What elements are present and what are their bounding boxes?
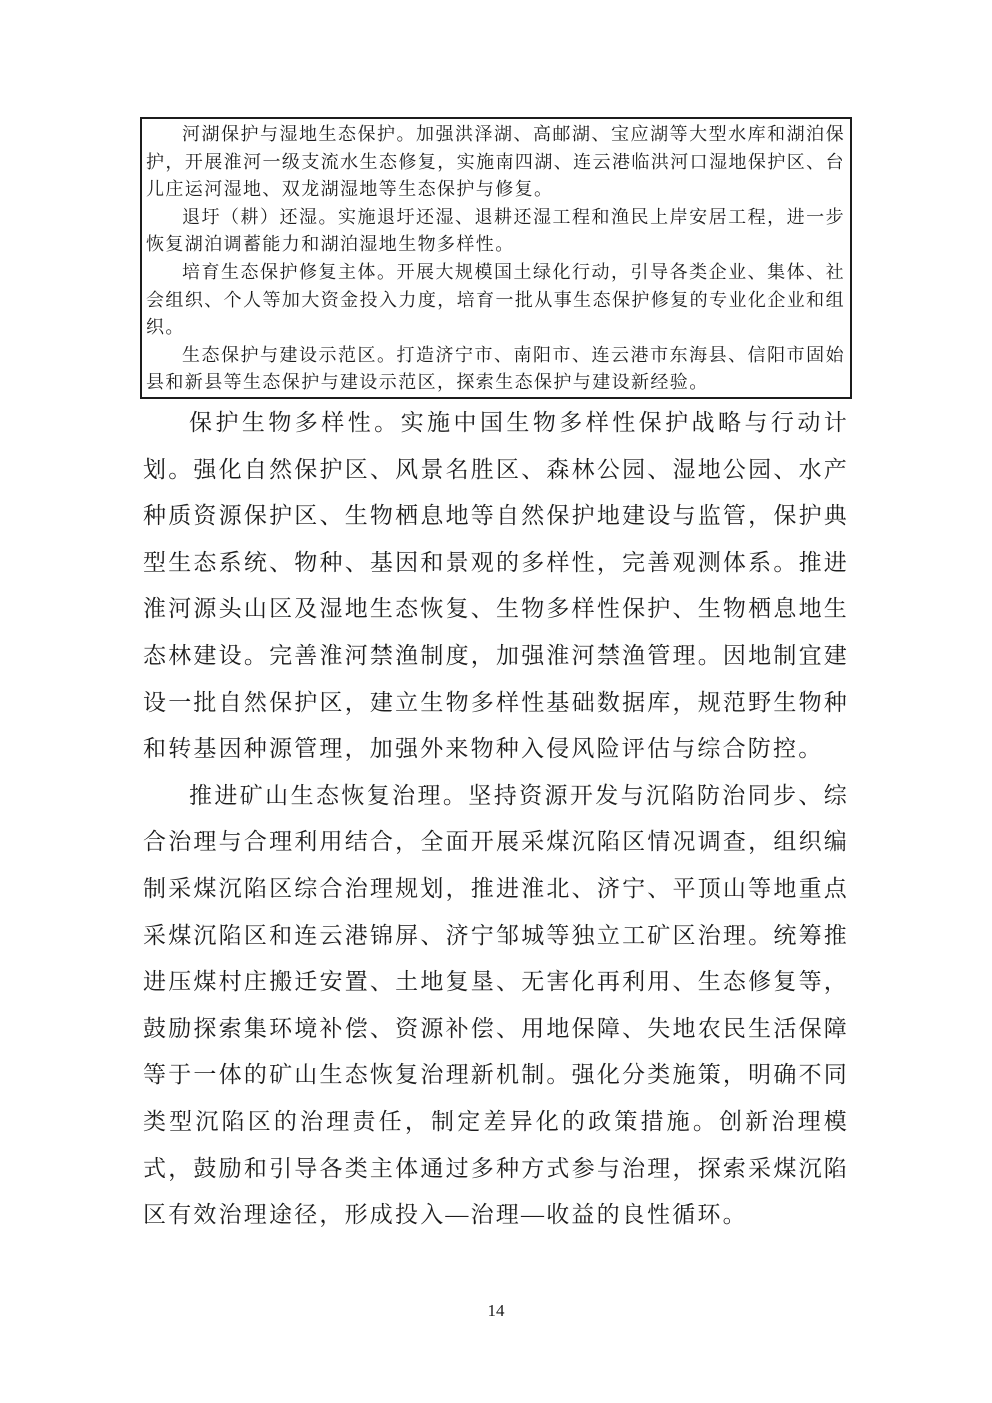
page-number: 14	[487, 1301, 505, 1320]
body-paragraph: 保护生物多样性。实施中国生物多样性保护战略与行动计划。强化自然保护区、风景名胜区、森林公园、湿地公园、水产种质资源保护区、生物栖息地等自然保护地建设与监管，保护典型生态系统、物种、基因和景观的多样性，完善观测体系。推进淮河源头山区及湿地生态恢复、生物多样性保护、生物栖息地生态林建设。完善淮河禁渔制度，加强淮河禁渔管理。因地制宜建设一批自然保护区，建立生物多样性基础数据库，规范野生物种和转基因种源管理，加强外来物种入侵风险评估与综合防控。	[143, 410, 849, 762]
box-paragraph: 退圩（耕）还湿。实施退圩还湿、退耕还湿工程和渔民上岸安居工程，进一步恢复湖泊调蓄能力和湖泊湿地生物多样性。	[146, 206, 845, 255]
box-paragraph: 培育生态保护修复主体。开展大规模国土绿化行动，引导各类企业、集体、社会组织、个人等加大资金投入力度，培育一批从事生态保护修复的专业化企业和组织。	[146, 261, 845, 338]
body-paragraph: 推进矿山生态恢复治理。坚持资源开发与沉陷防治同步、综合治理与合理利用结合，全面开展采煤沉陷区情况调查，组织编制采煤沉陷区综合治理规划，推进淮北、济宁、平顶山等地重点采煤沉陷区和连云港锦屏、济宁邹城等独立工矿区治理。统筹推进压煤村庄搬迁安置、土地复垦、无害化再利用、生态修复等，鼓励探索集环境补偿、资源补偿、用地保障、失地农民生活保障等于一体的矿山生态恢复治理新机制。强化分类施策，明确不同类型沉陷区的治理责任，制定差异化的政策措施。创新治理模式，鼓励和引导各类主体通过多种方式参与治理，探索采煤沉陷区有效治理途径，形成投入—治理—收益的良性循环。	[143, 782, 849, 1228]
box-paragraph: 生态保护与建设示范区。打造济宁市、南阳市、连云港市东海县、信阳市固始县和新县等生态保护与建设示范区，探索生态保护与建设新经验。	[146, 344, 845, 393]
highlight-box	[140, 117, 852, 399]
box-paragraph: 河湖保护与湿地生态保护。加强洪泽湖、高邮湖、宝应湖等大型水库和湖泊保护，开展淮河一级支流水生态修复，实施南四湖、连云港临洪河口湿地保护区、台儿庄运河湿地、双龙湖湿地等生态保护与修复。	[146, 124, 845, 200]
body-text-block	[143, 400, 849, 1239]
